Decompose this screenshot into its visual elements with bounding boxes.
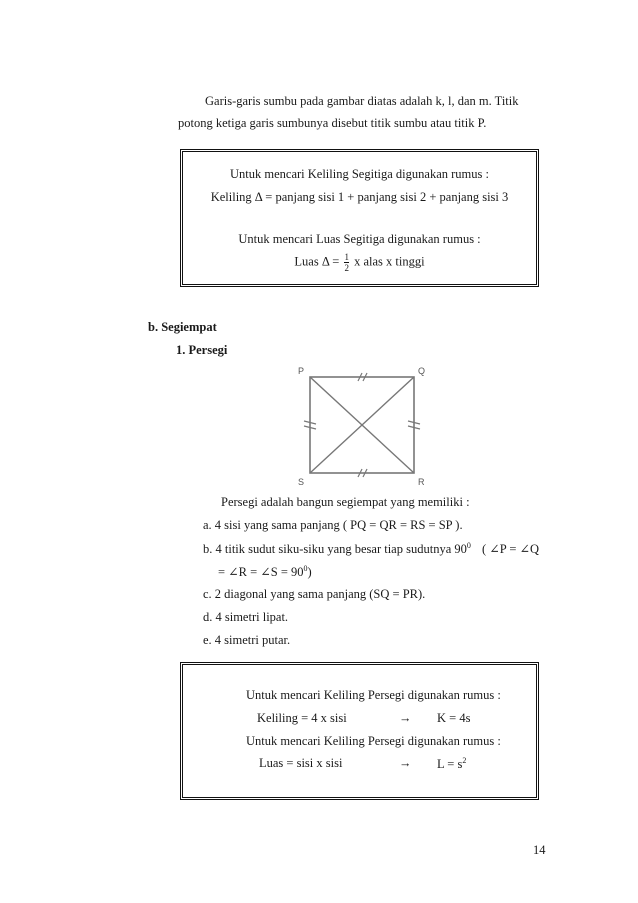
- list-item-c: c. 2 diagonal yang sama panjang (SQ = PR).: [203, 587, 426, 601]
- list-item-b-cont-text: = ∠R = ∠S = 90: [218, 565, 304, 580]
- luas-short-text: L = s: [437, 757, 463, 772]
- square-keliling-short: K = 4s: [437, 711, 471, 725]
- list-item-b-tail: ( ∠P = ∠Q: [482, 542, 540, 557]
- list-item-b-sup: 0: [466, 541, 471, 550]
- list-item-b-cont-end: ): [307, 565, 312, 580]
- subsection-persegi-heading: 1. Persegi: [176, 343, 228, 357]
- triangle-keliling-heading: Untuk mencari Keliling Segitiga digunakan rumus :: [230, 167, 489, 181]
- vertex-label-s: S: [298, 477, 305, 487]
- list-item-b-continued: [218, 564, 312, 580]
- square-formula-box: [180, 662, 539, 800]
- triangle-luas-formula: [183, 252, 536, 273]
- fraction-half: [344, 252, 349, 273]
- vertex-label-q: Q: [418, 366, 426, 376]
- page-number: 14: [533, 843, 546, 857]
- triangle-formula-box: [180, 149, 539, 287]
- section-b-heading: b. Segiempat: [148, 320, 217, 334]
- luas-prefix: Luas Δ =: [294, 254, 340, 269]
- square-diagram: [292, 363, 442, 493]
- luas-short-sup: 2: [462, 756, 467, 765]
- intro-line-1: Garis-garis sumbu pada gambar diatas adalah k, l, dan m. Titik: [205, 94, 519, 108]
- list-item-b-cont-sup: 0: [303, 564, 308, 573]
- triangle-keliling-formula: Keliling Δ = panjang sisi 1 + panjang sisi 2 + panjang sisi 3: [210, 190, 509, 204]
- persegi-description: Persegi adalah bangun segiempat yang memiliki :: [221, 495, 470, 509]
- list-item-d: d. 4 simetri lipat.: [203, 610, 289, 624]
- triangle-luas-heading: Untuk mencari Luas Segitiga digunakan rumus :: [238, 232, 481, 246]
- vertex-label-r: R: [418, 477, 425, 487]
- list-item-e: e. 4 simetri putar.: [203, 633, 291, 647]
- square-luas-short: [437, 756, 466, 772]
- frac-num: 1: [344, 252, 349, 262]
- square-luas-formula: Luas = sisi x sisi: [259, 756, 343, 770]
- arrow-icon: →: [399, 711, 412, 725]
- square-figure: [292, 363, 442, 497]
- frac-den: 2: [344, 263, 349, 273]
- square-keliling-heading: Untuk mencari Keliling Persegi digunakan rumus :: [246, 688, 501, 702]
- arrow-icon-2: →: [399, 756, 412, 770]
- square-keliling-formula: Keliling = 4 x sisi: [257, 711, 347, 725]
- list-item-b-text: b. 4 titik sudut siku-siku yang besar tiap sudutnya 90: [203, 542, 467, 557]
- list-item-a: a. 4 sisi yang sama panjang ( PQ = QR = RS = SP ).: [203, 518, 463, 532]
- list-item-b: [203, 541, 539, 557]
- vertex-label-p: P: [298, 366, 305, 376]
- square-luas-heading: Untuk mencari Keliling Persegi digunakan rumus :: [246, 734, 501, 748]
- intro-line-2: potong ketiga garis sumbunya disebut titik sumbu atau titik P.: [178, 116, 487, 130]
- luas-suffix: x alas x tinggi: [354, 254, 425, 269]
